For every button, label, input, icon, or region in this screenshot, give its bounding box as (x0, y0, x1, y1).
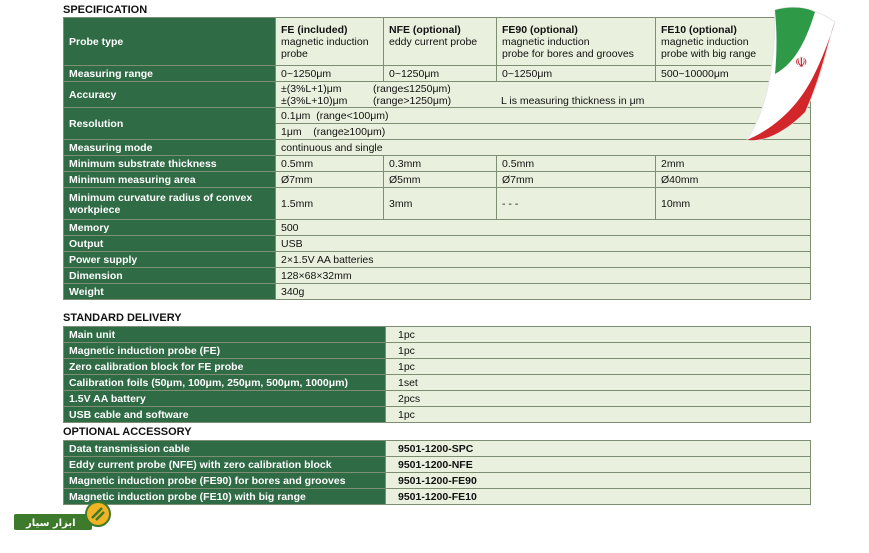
table-row (64, 343, 811, 359)
accuracy-formula: ±(3%L+10)μm (281, 94, 348, 107)
measuring-mode-label: Measuring mode (64, 140, 276, 156)
min-substrate-label: Minimum substrate thickness (64, 156, 276, 172)
measuring-range-label: Measuring range (64, 66, 276, 82)
probe-desc: eddy current probe (389, 35, 478, 48)
accuracy-row (64, 82, 811, 108)
probe-desc: probe (281, 47, 308, 60)
item-qty: 1pc (386, 407, 811, 423)
accuracy-note: L is measuring thickness in μm (501, 94, 645, 107)
item-qty: 1pc (386, 327, 811, 343)
item-name: Magnetic induction probe (FE10) with big range (64, 489, 386, 505)
min-area-label: Minimum measuring area (64, 172, 276, 188)
table-row (64, 441, 811, 457)
item-code: 9501-1200-FE10 (386, 489, 811, 505)
spec-value: continuous and single (276, 140, 811, 156)
probe-fe90 (497, 18, 656, 66)
memory-row (64, 220, 811, 236)
table-row (64, 359, 811, 375)
logo-text: ابزار سیار (26, 518, 76, 529)
table-row (64, 327, 811, 343)
item-name: Eddy current probe (NFE) with zero calibration block (64, 457, 386, 473)
probe-type-label: Probe type (64, 18, 276, 66)
spec-value: 0~1250μm (384, 66, 497, 82)
table-row (64, 489, 811, 505)
min-substrate-row (64, 156, 811, 172)
spec-value: 500 (276, 220, 811, 236)
weight-label: Weight (64, 284, 276, 300)
item-name: Data transmission cable (64, 441, 386, 457)
item-name: Zero calibration block for FE probe (64, 359, 386, 375)
spec-value: 2×1.5V AA batteries (276, 252, 811, 268)
optional-accessory-table (63, 440, 811, 505)
spec-value: 0.5mm (497, 156, 656, 172)
spec-value: Ø7mm (276, 172, 384, 188)
spec-value: USB (276, 236, 811, 252)
probe-desc: probe with big range (661, 47, 757, 60)
item-name: 1.5V AA battery (64, 391, 386, 407)
item-qty: 2pcs (386, 391, 811, 407)
item-code: 9501-1200-NFE (386, 457, 811, 473)
item-name: Magnetic induction probe (FE) (64, 343, 386, 359)
svg-text:☫: ☫ (795, 55, 808, 71)
probe-desc: magnetic induction (661, 35, 749, 48)
probe-name: FE (included) (281, 23, 348, 36)
table-row (64, 407, 811, 423)
spec-value: 0~1250μm (497, 66, 656, 82)
item-name: Calibration foils (50μm, 100μm, 250μm, 500μm, 1000μm) (64, 375, 386, 391)
spec-value: 340g (276, 284, 811, 300)
accuracy-label: Accuracy (64, 82, 276, 108)
spec-value: 0.3mm (384, 156, 497, 172)
resolution-label: Resolution (64, 108, 276, 140)
spec-value: Ø5mm (384, 172, 497, 188)
probe-nfe (384, 18, 497, 66)
spec-value: 3mm (384, 188, 497, 220)
probe-desc: magnetic induction (502, 35, 590, 48)
table-row (64, 391, 811, 407)
min-curvature-label: Minimum curvature radius of convex workpiece (64, 188, 276, 220)
optional-accessory-title: OPTIONAL ACCESSORY (63, 426, 192, 438)
power-label: Power supply (64, 252, 276, 268)
accuracy-range: (range>1250μm) (373, 94, 452, 107)
power-row (64, 252, 811, 268)
probe-name: FE90 (optional) (502, 23, 578, 36)
accuracy-value (276, 82, 811, 108)
spec-value: Ø40mm (656, 172, 811, 188)
iran-flag-icon (735, 2, 845, 152)
specification-table (63, 17, 811, 300)
standard-delivery-table (63, 326, 811, 423)
spec-value: Ø7mm (497, 172, 656, 188)
item-name: Main unit (64, 327, 386, 343)
item-code: 9501-1200-SPC (386, 441, 811, 457)
company-logo (6, 500, 116, 539)
item-code: 9501-1200-FE90 (386, 473, 811, 489)
resolution-value: 1μm (range≥100μm) (276, 124, 811, 140)
spec-value: 0.5mm (276, 156, 384, 172)
output-label: Output (64, 236, 276, 252)
item-name: USB cable and software (64, 407, 386, 423)
table-row (64, 473, 811, 489)
accuracy-formula: ±(3%L+1)μm (281, 82, 342, 95)
spec-value: 10mm (656, 188, 811, 220)
min-curvature-row (64, 188, 811, 220)
item-qty: 1pc (386, 359, 811, 375)
item-qty: 1set (386, 375, 811, 391)
spec-value: 1.5mm (276, 188, 384, 220)
resolution-value: 0.1μm (range<100μm) (276, 108, 811, 124)
standard-delivery-title: STANDARD DELIVERY (63, 312, 182, 324)
probe-name: NFE (optional) (389, 23, 461, 36)
weight-row (64, 284, 811, 300)
spec-value: 2mm (656, 156, 811, 172)
probe-name: FE10 (optional) (661, 23, 737, 36)
accuracy-range: (range≤1250μm) (373, 82, 451, 95)
dimension-row (64, 268, 811, 284)
probe-desc: probe for bores and grooves (502, 47, 634, 60)
item-qty: 1pc (386, 343, 811, 359)
specification-title: SPECIFICATION (63, 4, 148, 16)
probe-desc: magnetic induction (281, 35, 369, 48)
spec-value: - - - (497, 188, 656, 220)
spec-value: 500~10000μm (656, 66, 811, 82)
min-area-row (64, 172, 811, 188)
spec-value: 0~1250μm (276, 66, 384, 82)
measuring-range-row (64, 66, 811, 82)
resolution-row (64, 108, 811, 124)
table-row (64, 375, 811, 391)
measuring-mode-row (64, 140, 811, 156)
output-row (64, 236, 811, 252)
dimension-label: Dimension (64, 268, 276, 284)
memory-label: Memory (64, 220, 276, 236)
item-name: Magnetic induction probe (FE90) for bores and grooves (64, 473, 386, 489)
probe-type-row (64, 18, 811, 66)
probe-fe (276, 18, 384, 66)
spec-value: 128×68×32mm (276, 268, 811, 284)
table-row (64, 457, 811, 473)
